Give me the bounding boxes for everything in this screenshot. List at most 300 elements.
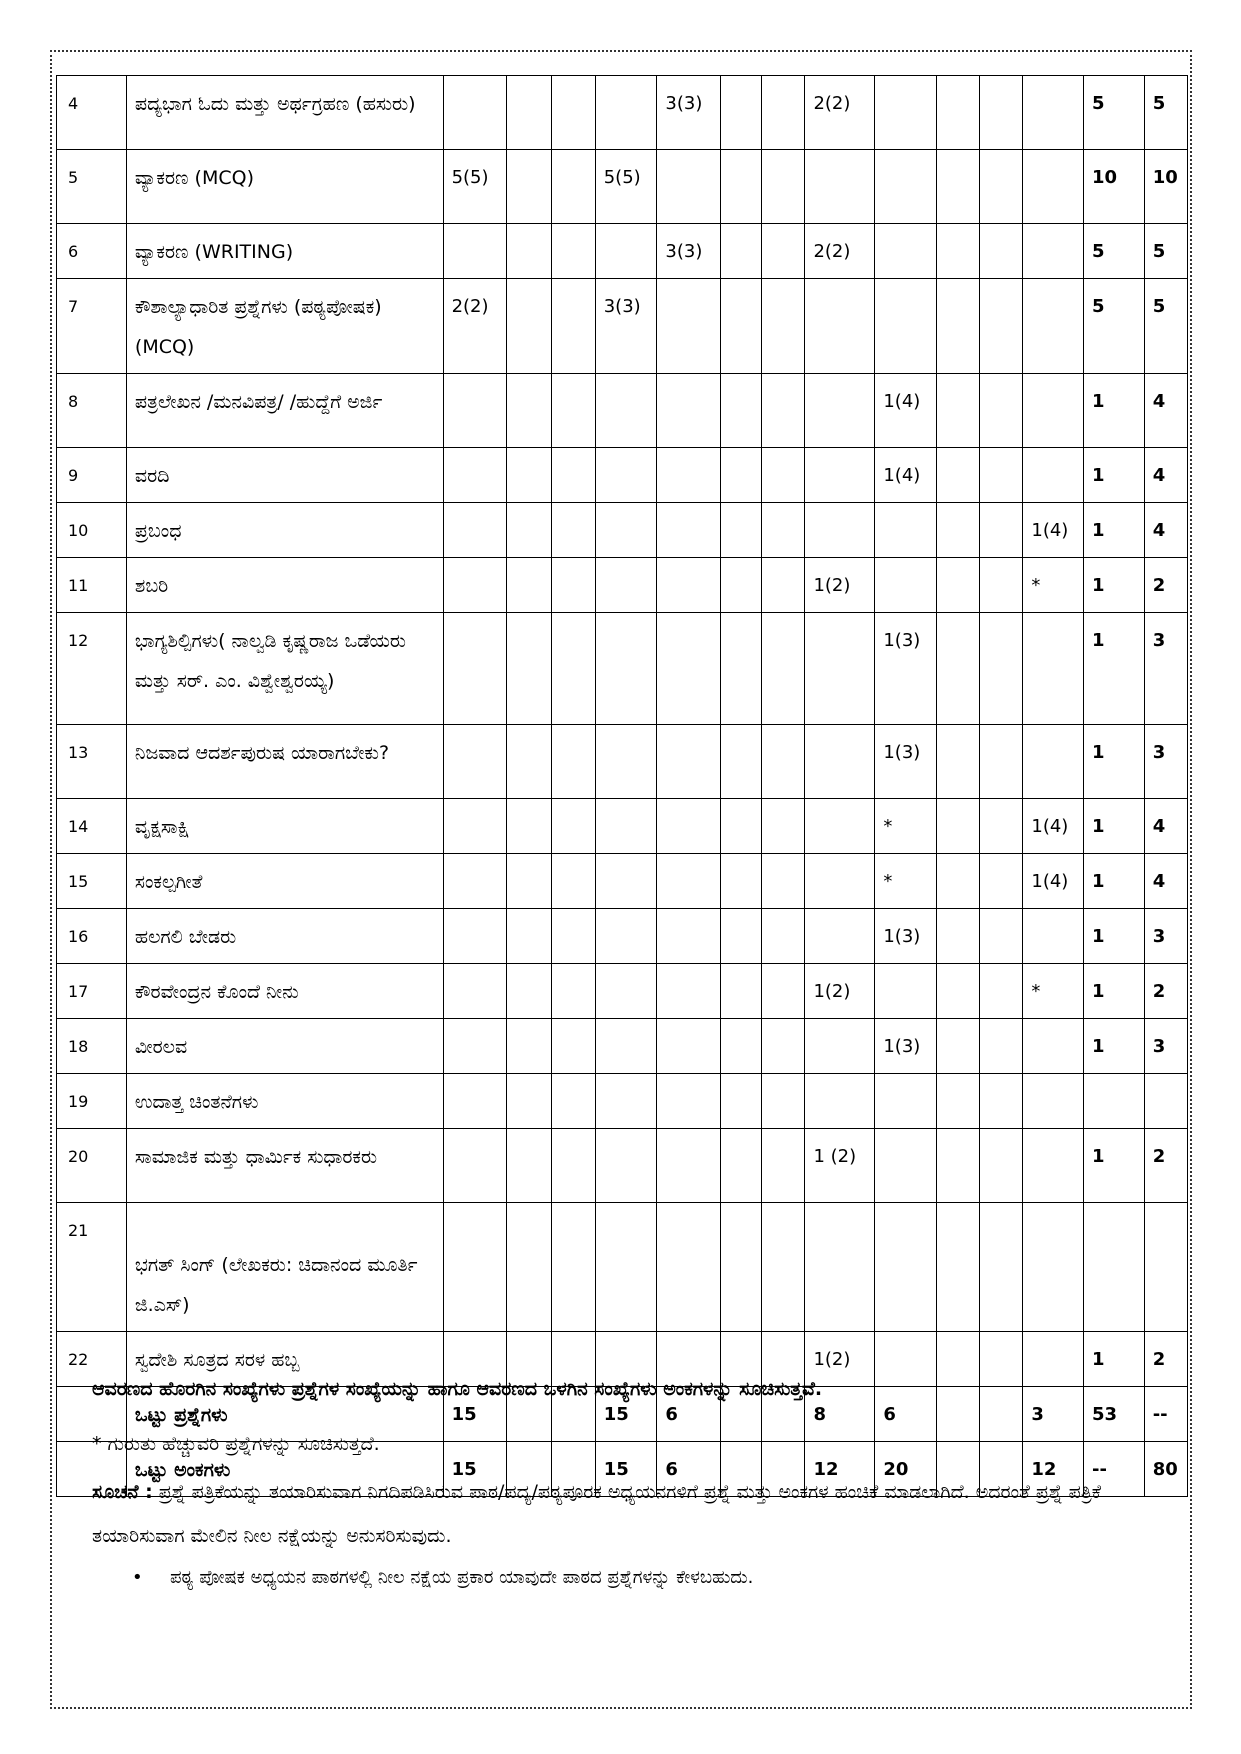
topic-name: ವೃಕ್ಷಸಾಕ್ಷಿ	[126, 799, 443, 854]
mark-cell	[1023, 1074, 1084, 1129]
serial-number: 17	[57, 964, 127, 1019]
total-cell: 4	[1144, 503, 1187, 558]
mark-cell	[443, 503, 507, 558]
topic-name: ವರದಿ	[126, 448, 443, 503]
total-cell	[1144, 1074, 1187, 1129]
mark-cell	[762, 448, 805, 503]
mark-cell	[551, 1074, 595, 1129]
mark-cell: 1(2)	[805, 1332, 875, 1387]
mark-cell	[507, 374, 551, 448]
mark-cell: 1(4)	[875, 374, 937, 448]
mark-cell	[657, 374, 721, 448]
table-row	[57, 448, 1188, 503]
mark-cell: 3(3)	[595, 279, 657, 374]
mark-cell	[507, 964, 551, 1019]
mark-cell: 2(2)	[805, 224, 875, 279]
mark-cell	[595, 224, 657, 279]
serial-number: 20	[57, 1129, 127, 1203]
mark-cell	[443, 1203, 507, 1332]
bullet-item	[92, 1562, 1152, 1594]
totals-label: ಒಟ್ಟು ಅಂಕಗಳು	[126, 1442, 443, 1497]
mark-cell	[657, 725, 721, 799]
table-row	[57, 279, 1188, 374]
mark-cell	[875, 224, 937, 279]
topic-name: ನಿಜವಾದ ಆದರ್ಶಪುರುಷ ಯಾರಾಗಬೇಕು?	[126, 725, 443, 799]
mark-cell	[762, 1129, 805, 1203]
serial-number: 4	[57, 76, 127, 150]
mark-cell	[507, 1019, 551, 1074]
mark-cell	[1023, 448, 1084, 503]
mark-cell	[937, 1074, 980, 1129]
mark-cell	[937, 558, 980, 613]
mark-cell	[980, 799, 1023, 854]
mark-cell	[762, 725, 805, 799]
mark-cell	[762, 1203, 805, 1332]
total-cell: 5	[1144, 76, 1187, 150]
mark-cell: 5(5)	[443, 150, 507, 224]
asterisk-note: * ಗುರುತು ಹೆಚ್ಚುವರಿ ಪ್ರಶ್ನೆಗಳನ್ನು ಸೂಚಿಸುತ್ತದೆ.	[92, 1433, 380, 1455]
mark-cell	[507, 1129, 551, 1203]
total-cell: 15	[595, 1387, 657, 1442]
total-cell: 3	[1144, 613, 1187, 725]
mark-cell	[937, 799, 980, 854]
total-cell: 2	[1144, 964, 1187, 1019]
serial-number: 12	[57, 613, 127, 725]
total-cell: 1	[1084, 503, 1145, 558]
mark-cell	[507, 150, 551, 224]
mark-cell	[443, 224, 507, 279]
mark-cell	[657, 854, 721, 909]
mark-cell	[443, 1019, 507, 1074]
mark-cell	[595, 374, 657, 448]
total-cell: 2	[1144, 1332, 1187, 1387]
mark-cell	[443, 799, 507, 854]
mark-cell	[980, 224, 1023, 279]
total-cell	[1084, 1074, 1145, 1129]
topic-name: ಸ್ವದೇಶಿ ಸೂತ್ರದ ಸರಳ ಹಬ್ಬ	[126, 1332, 443, 1387]
mark-cell	[805, 725, 875, 799]
mark-cell	[657, 1074, 721, 1129]
table-row	[57, 613, 1188, 725]
topic-name: ಪದ್ಯಭಾಗ ಓದು ಮತ್ತು ಅರ್ಥಗ್ರಹಣ (ಹಸುರು)	[126, 76, 443, 150]
mark-cell	[595, 76, 657, 150]
table-row	[57, 1074, 1188, 1129]
mark-cell: 1(4)	[1023, 503, 1084, 558]
mark-cell	[443, 1074, 507, 1129]
mark-cell	[1023, 1129, 1084, 1203]
mark-cell	[875, 76, 937, 150]
mark-cell	[762, 1019, 805, 1074]
table-row	[57, 1019, 1188, 1074]
total-cell: 1	[1084, 558, 1145, 613]
mark-cell	[1023, 76, 1084, 150]
mark-cell	[443, 725, 507, 799]
mark-cell	[937, 909, 980, 964]
mark-cell	[980, 1203, 1023, 1332]
mark-cell	[762, 964, 805, 1019]
mark-cell	[551, 448, 595, 503]
mark-cell	[595, 725, 657, 799]
mark-cell	[507, 909, 551, 964]
mark-cell	[721, 503, 762, 558]
mark-cell: 1(4)	[1023, 854, 1084, 909]
serial-number: 21	[57, 1203, 127, 1332]
mark-cell	[937, 1203, 980, 1332]
total-cell: 3	[1144, 909, 1187, 964]
mark-cell	[551, 799, 595, 854]
mark-cell: *	[875, 854, 937, 909]
mark-cell	[721, 1129, 762, 1203]
mark-cell	[875, 279, 937, 374]
mark-cell	[980, 374, 1023, 448]
topic-name: ಸಂಕಲ್ಪಗೀತೆ	[126, 854, 443, 909]
total-cell: 1	[1084, 448, 1145, 503]
mark-cell	[551, 909, 595, 964]
total-cell: 1	[1084, 909, 1145, 964]
total-cell: 6	[657, 1442, 721, 1497]
blueprint-table	[56, 75, 1188, 1497]
total-cell: 1	[1084, 1129, 1145, 1203]
total-cell: 10	[1144, 150, 1187, 224]
mark-cell	[595, 799, 657, 854]
topic-name: ಭಾಗ್ಯಶಿಲ್ಪಿಗಳು( ನಾಲ್ವಡಿ ಕೃಷ್ಣರಾಜ ಒಡೆಯರು ಮತ್ತು ಸರ್. ಎಂ. ವಿಶ್ವೇಶ್ವರಯ್ಯ)	[126, 613, 443, 725]
table-row	[57, 374, 1188, 448]
total-cell: 4	[1144, 374, 1187, 448]
totals-label: ಒಟ್ಟು ಪ್ರಶ್ನೆಗಳು	[126, 1387, 443, 1442]
mark-cell	[762, 503, 805, 558]
mark-cell	[980, 1019, 1023, 1074]
bullet-icon: •	[132, 1567, 143, 1588]
serial-number: 14	[57, 799, 127, 854]
mark-cell	[980, 150, 1023, 224]
mark-cell: *	[1023, 558, 1084, 613]
mark-cell	[657, 613, 721, 725]
mark-cell	[762, 854, 805, 909]
mark-cell: 1(3)	[875, 1019, 937, 1074]
serial-number: 5	[57, 150, 127, 224]
mark-cell	[721, 558, 762, 613]
mark-cell	[507, 503, 551, 558]
mark-cell	[980, 76, 1023, 150]
serial-number: 10	[57, 503, 127, 558]
mark-cell	[980, 279, 1023, 374]
total-cell: 15	[443, 1387, 507, 1442]
mark-cell	[443, 909, 507, 964]
serial-number: 15	[57, 854, 127, 909]
mark-cell	[721, 448, 762, 503]
mark-cell	[551, 76, 595, 150]
topic-name: ವ್ಯಾಕರಣ (MCQ)	[126, 150, 443, 224]
mark-cell	[551, 503, 595, 558]
table-row	[57, 503, 1188, 558]
mark-cell	[595, 1074, 657, 1129]
mark-cell	[595, 503, 657, 558]
mark-cell	[721, 799, 762, 854]
instruction-text: ಪ್ರಶ್ನೆ ಪತ್ರಿಕೆಯನ್ನು ತಯಾರಿಸುವಾಗ ನಿಗದಿಪಡಿಸಿರುವ ಪಾಠ/ಪದ್ಯ/ಪಠ್ಯಪೂರಕ ಅಧ್ಯಯನಗಳಿಗೆ ಪ್ರಶ್ನೆ ಮತ್ತು ಅಂಕಗಳ ಹಂಚಿಕೆ ಮಾಡಲಾಗಿದೆ. ಅದರಂತೆ ಪ್ರಶ್ನೆ ಪತ್ರಿಕೆ ತಯಾರಿಸುವಾಗ ಮೇಲಿನ ನೀಲ ನಕ್ಷೆಯನ್ನು ಅನುಸರಿಸುವುದು.	[92, 1481, 1102, 1547]
mark-cell	[762, 558, 805, 613]
serial-number: 8	[57, 374, 127, 448]
mark-cell: 3(3)	[657, 224, 721, 279]
mark-cell	[721, 224, 762, 279]
mark-cell	[595, 1019, 657, 1074]
mark-cell: 1(4)	[1023, 799, 1084, 854]
mark-cell: 1(2)	[805, 964, 875, 1019]
mark-cell: 1(2)	[805, 558, 875, 613]
total-cell: 1	[1084, 374, 1145, 448]
mark-cell	[595, 909, 657, 964]
mark-cell	[551, 725, 595, 799]
serial-number: 19	[57, 1074, 127, 1129]
serial-number: 9	[57, 448, 127, 503]
total-cell: 1	[1084, 613, 1145, 725]
total-cell: 12	[1023, 1442, 1084, 1497]
mark-cell	[937, 150, 980, 224]
mark-cell	[762, 224, 805, 279]
mark-cell	[875, 1074, 937, 1129]
mark-cell	[1023, 909, 1084, 964]
mark-cell: *	[1023, 964, 1084, 1019]
mark-cell	[805, 150, 875, 224]
mark-cell	[443, 1129, 507, 1203]
mark-cell	[551, 854, 595, 909]
mark-cell	[721, 1019, 762, 1074]
total-cell: 5	[1084, 279, 1145, 374]
mark-cell	[1023, 279, 1084, 374]
mark-cell	[657, 799, 721, 854]
mark-cell	[762, 150, 805, 224]
mark-cell	[507, 799, 551, 854]
table-row	[57, 964, 1188, 1019]
serial-number: 6	[57, 224, 127, 279]
mark-cell	[805, 448, 875, 503]
total-cell: 3	[1144, 725, 1187, 799]
mark-cell	[507, 224, 551, 279]
mark-cell	[657, 909, 721, 964]
mark-cell	[980, 725, 1023, 799]
mark-cell	[657, 1129, 721, 1203]
mark-cell	[937, 613, 980, 725]
mark-cell	[721, 1074, 762, 1129]
table-row	[57, 909, 1188, 964]
mark-cell	[721, 909, 762, 964]
mark-cell	[657, 503, 721, 558]
total-cell: 4	[1144, 448, 1187, 503]
total-cell: 1	[1084, 725, 1145, 799]
mark-cell	[551, 1019, 595, 1074]
mark-cell: 1(3)	[875, 613, 937, 725]
topic-name: ವೀರಲವ	[126, 1019, 443, 1074]
mark-cell	[937, 224, 980, 279]
mark-cell	[980, 503, 1023, 558]
mark-cell	[937, 1019, 980, 1074]
mark-cell	[937, 279, 980, 374]
mark-cell: 5(5)	[595, 150, 657, 224]
mark-cell	[875, 150, 937, 224]
mark-cell: 1 (2)	[805, 1129, 875, 1203]
mark-cell	[937, 503, 980, 558]
total-cell: 1	[1084, 964, 1145, 1019]
mark-cell	[875, 558, 937, 613]
total-cell: 5	[1084, 76, 1145, 150]
mark-cell	[937, 374, 980, 448]
total-cell: --	[1084, 1442, 1145, 1497]
total-cell: 8	[805, 1387, 875, 1442]
mark-cell	[762, 76, 805, 150]
mark-cell	[762, 279, 805, 374]
mark-cell	[937, 854, 980, 909]
mark-cell	[443, 558, 507, 613]
total-cell: 1	[1084, 1019, 1145, 1074]
mark-cell	[805, 279, 875, 374]
total-cell: 1	[1084, 1332, 1145, 1387]
mark-cell	[551, 150, 595, 224]
total-cell: 1	[1084, 854, 1145, 909]
mark-cell	[937, 448, 980, 503]
mark-cell	[875, 1129, 937, 1203]
mark-cell	[507, 725, 551, 799]
total-cell: 1	[1084, 799, 1145, 854]
mark-cell	[805, 909, 875, 964]
mark-cell	[762, 799, 805, 854]
topic-name: ಭಗತ್ ಸಿಂಗ್ (ಲೇಖಕರು: ಚಿದಾನಂದ ಮೂರ್ತಿ ಜಿ.ಎಸ್)	[126, 1203, 443, 1332]
bullet-text: ಪಠ್ಯ ಪೋಷಕ ಅಧ್ಯಯನ ಪಾಠಗಳಲ್ಲಿ ನೀಲ ನಕ್ಷೆಯ ಪ್ರಕಾರ ಯಾವುದೇ ಪಾಠದ ಪ್ರಶ್ನೆಗಳನ್ನು ಕೇಳಬಹುದು.	[170, 1567, 754, 1588]
mark-cell	[805, 854, 875, 909]
mark-cell	[443, 448, 507, 503]
mark-cell	[1023, 613, 1084, 725]
mark-cell	[937, 1129, 980, 1203]
mark-cell	[551, 279, 595, 374]
mark-cell: 1(4)	[875, 448, 937, 503]
mark-cell	[551, 224, 595, 279]
topic-name: ಉದಾತ್ತ ಚಿಂತನೆಗಳು	[126, 1074, 443, 1129]
mark-cell	[721, 854, 762, 909]
total-cell: 6	[657, 1387, 721, 1442]
mark-cell	[762, 374, 805, 448]
mark-cell	[980, 964, 1023, 1019]
mark-cell	[805, 613, 875, 725]
table-row	[57, 558, 1188, 613]
total-cell: 15	[595, 1442, 657, 1497]
mark-cell	[980, 448, 1023, 503]
mark-cell	[980, 1129, 1023, 1203]
mark-cell: 1(3)	[875, 909, 937, 964]
mark-cell	[507, 613, 551, 725]
mark-cell	[980, 558, 1023, 613]
topic-name: ಸಾಮಾಜಿಕ ಮತ್ತು ಧಾರ್ಮಿಕ ಸುಧಾರಕರು	[126, 1129, 443, 1203]
table-row	[57, 1129, 1188, 1203]
table-row	[57, 150, 1188, 224]
mark-cell	[443, 613, 507, 725]
mark-cell: 1(3)	[875, 725, 937, 799]
instruction-note	[92, 1470, 1152, 1558]
mark-cell	[595, 613, 657, 725]
mark-cell	[980, 1074, 1023, 1129]
mark-cell	[721, 374, 762, 448]
mark-cell	[507, 279, 551, 374]
mark-cell	[937, 76, 980, 150]
mark-cell	[937, 725, 980, 799]
instruction-label: ಸೂಚನೆ :	[92, 1481, 153, 1503]
serial-number: 16	[57, 909, 127, 964]
mark-cell	[937, 964, 980, 1019]
serial-number: 11	[57, 558, 127, 613]
mark-cell	[595, 964, 657, 1019]
total-cell: 3	[1144, 1019, 1187, 1074]
topic-name: ಕೌರವೇಂದ್ರನ ಕೊಂದೆ ನೀನು	[126, 964, 443, 1019]
mark-cell	[507, 1203, 551, 1332]
table-row	[57, 725, 1188, 799]
total-cell: 3	[1023, 1387, 1084, 1442]
mark-cell	[657, 558, 721, 613]
total-cell: 6	[875, 1387, 937, 1442]
mark-cell	[595, 854, 657, 909]
table-row	[57, 224, 1188, 279]
mark-cell	[551, 1129, 595, 1203]
mark-cell	[657, 150, 721, 224]
mark-cell	[980, 854, 1023, 909]
mark-cell	[1023, 725, 1084, 799]
mark-cell	[1023, 374, 1084, 448]
mark-cell	[762, 909, 805, 964]
notes-section	[92, 1372, 1152, 1594]
total-cell: 5	[1144, 224, 1187, 279]
mark-cell: 2(2)	[805, 76, 875, 150]
total-cell: --	[1144, 1387, 1187, 1442]
mark-cell	[805, 799, 875, 854]
mark-cell	[507, 76, 551, 150]
total-cell: 20	[875, 1442, 937, 1497]
mark-cell	[721, 76, 762, 150]
total-cell: 5	[1144, 279, 1187, 374]
total-cell: 53	[1084, 1387, 1145, 1442]
mark-cell	[721, 725, 762, 799]
total-cell: 5	[1084, 224, 1145, 279]
mark-cell	[721, 613, 762, 725]
serial-number: 7	[57, 279, 127, 374]
topic-name: ವ್ಯಾಕರಣ (WRITING)	[126, 224, 443, 279]
bracket-note: ಆವರಣದ ಹೊರಗಿನ ಸಂಖ್ಯೆಗಳು ಪ್ರಶ್ನೆಗಳ ಸಂಖ್ಯೆಯನ್ನು ಹಾಗೂ ಆವರಣದ ಒಳಗಿನ ಸಂಖ್ಯೆಗಳು ಅಂಕಗಳನ್ನು ಸೂಚಿಸುತ್ತವೆ.	[92, 1378, 823, 1400]
mark-cell	[595, 1129, 657, 1203]
mark-cell	[595, 448, 657, 503]
mark-cell: 3(3)	[657, 76, 721, 150]
mark-cell	[551, 1203, 595, 1332]
mark-cell	[657, 279, 721, 374]
table-row	[57, 1203, 1188, 1332]
mark-cell	[762, 1074, 805, 1129]
mark-cell	[507, 558, 551, 613]
total-cell: 4	[1144, 854, 1187, 909]
total-cell: 4	[1144, 799, 1187, 854]
total-cell: 2	[1144, 1129, 1187, 1203]
total-cell	[1144, 1203, 1187, 1332]
mark-cell	[980, 613, 1023, 725]
mark-cell	[595, 1203, 657, 1332]
mark-cell	[551, 374, 595, 448]
mark-cell	[443, 854, 507, 909]
mark-cell	[507, 448, 551, 503]
mark-cell	[721, 964, 762, 1019]
mark-cell	[721, 279, 762, 374]
topic-name: ಹಲಗಲಿ ಬೇಡರು	[126, 909, 443, 964]
mark-cell	[805, 1074, 875, 1129]
mark-cell	[657, 1019, 721, 1074]
mark-cell	[805, 374, 875, 448]
total-cell: 80	[1144, 1442, 1187, 1497]
mark-cell	[595, 558, 657, 613]
mark-cell	[805, 1019, 875, 1074]
topic-name: ಶಬರಿ	[126, 558, 443, 613]
mark-cell	[443, 374, 507, 448]
